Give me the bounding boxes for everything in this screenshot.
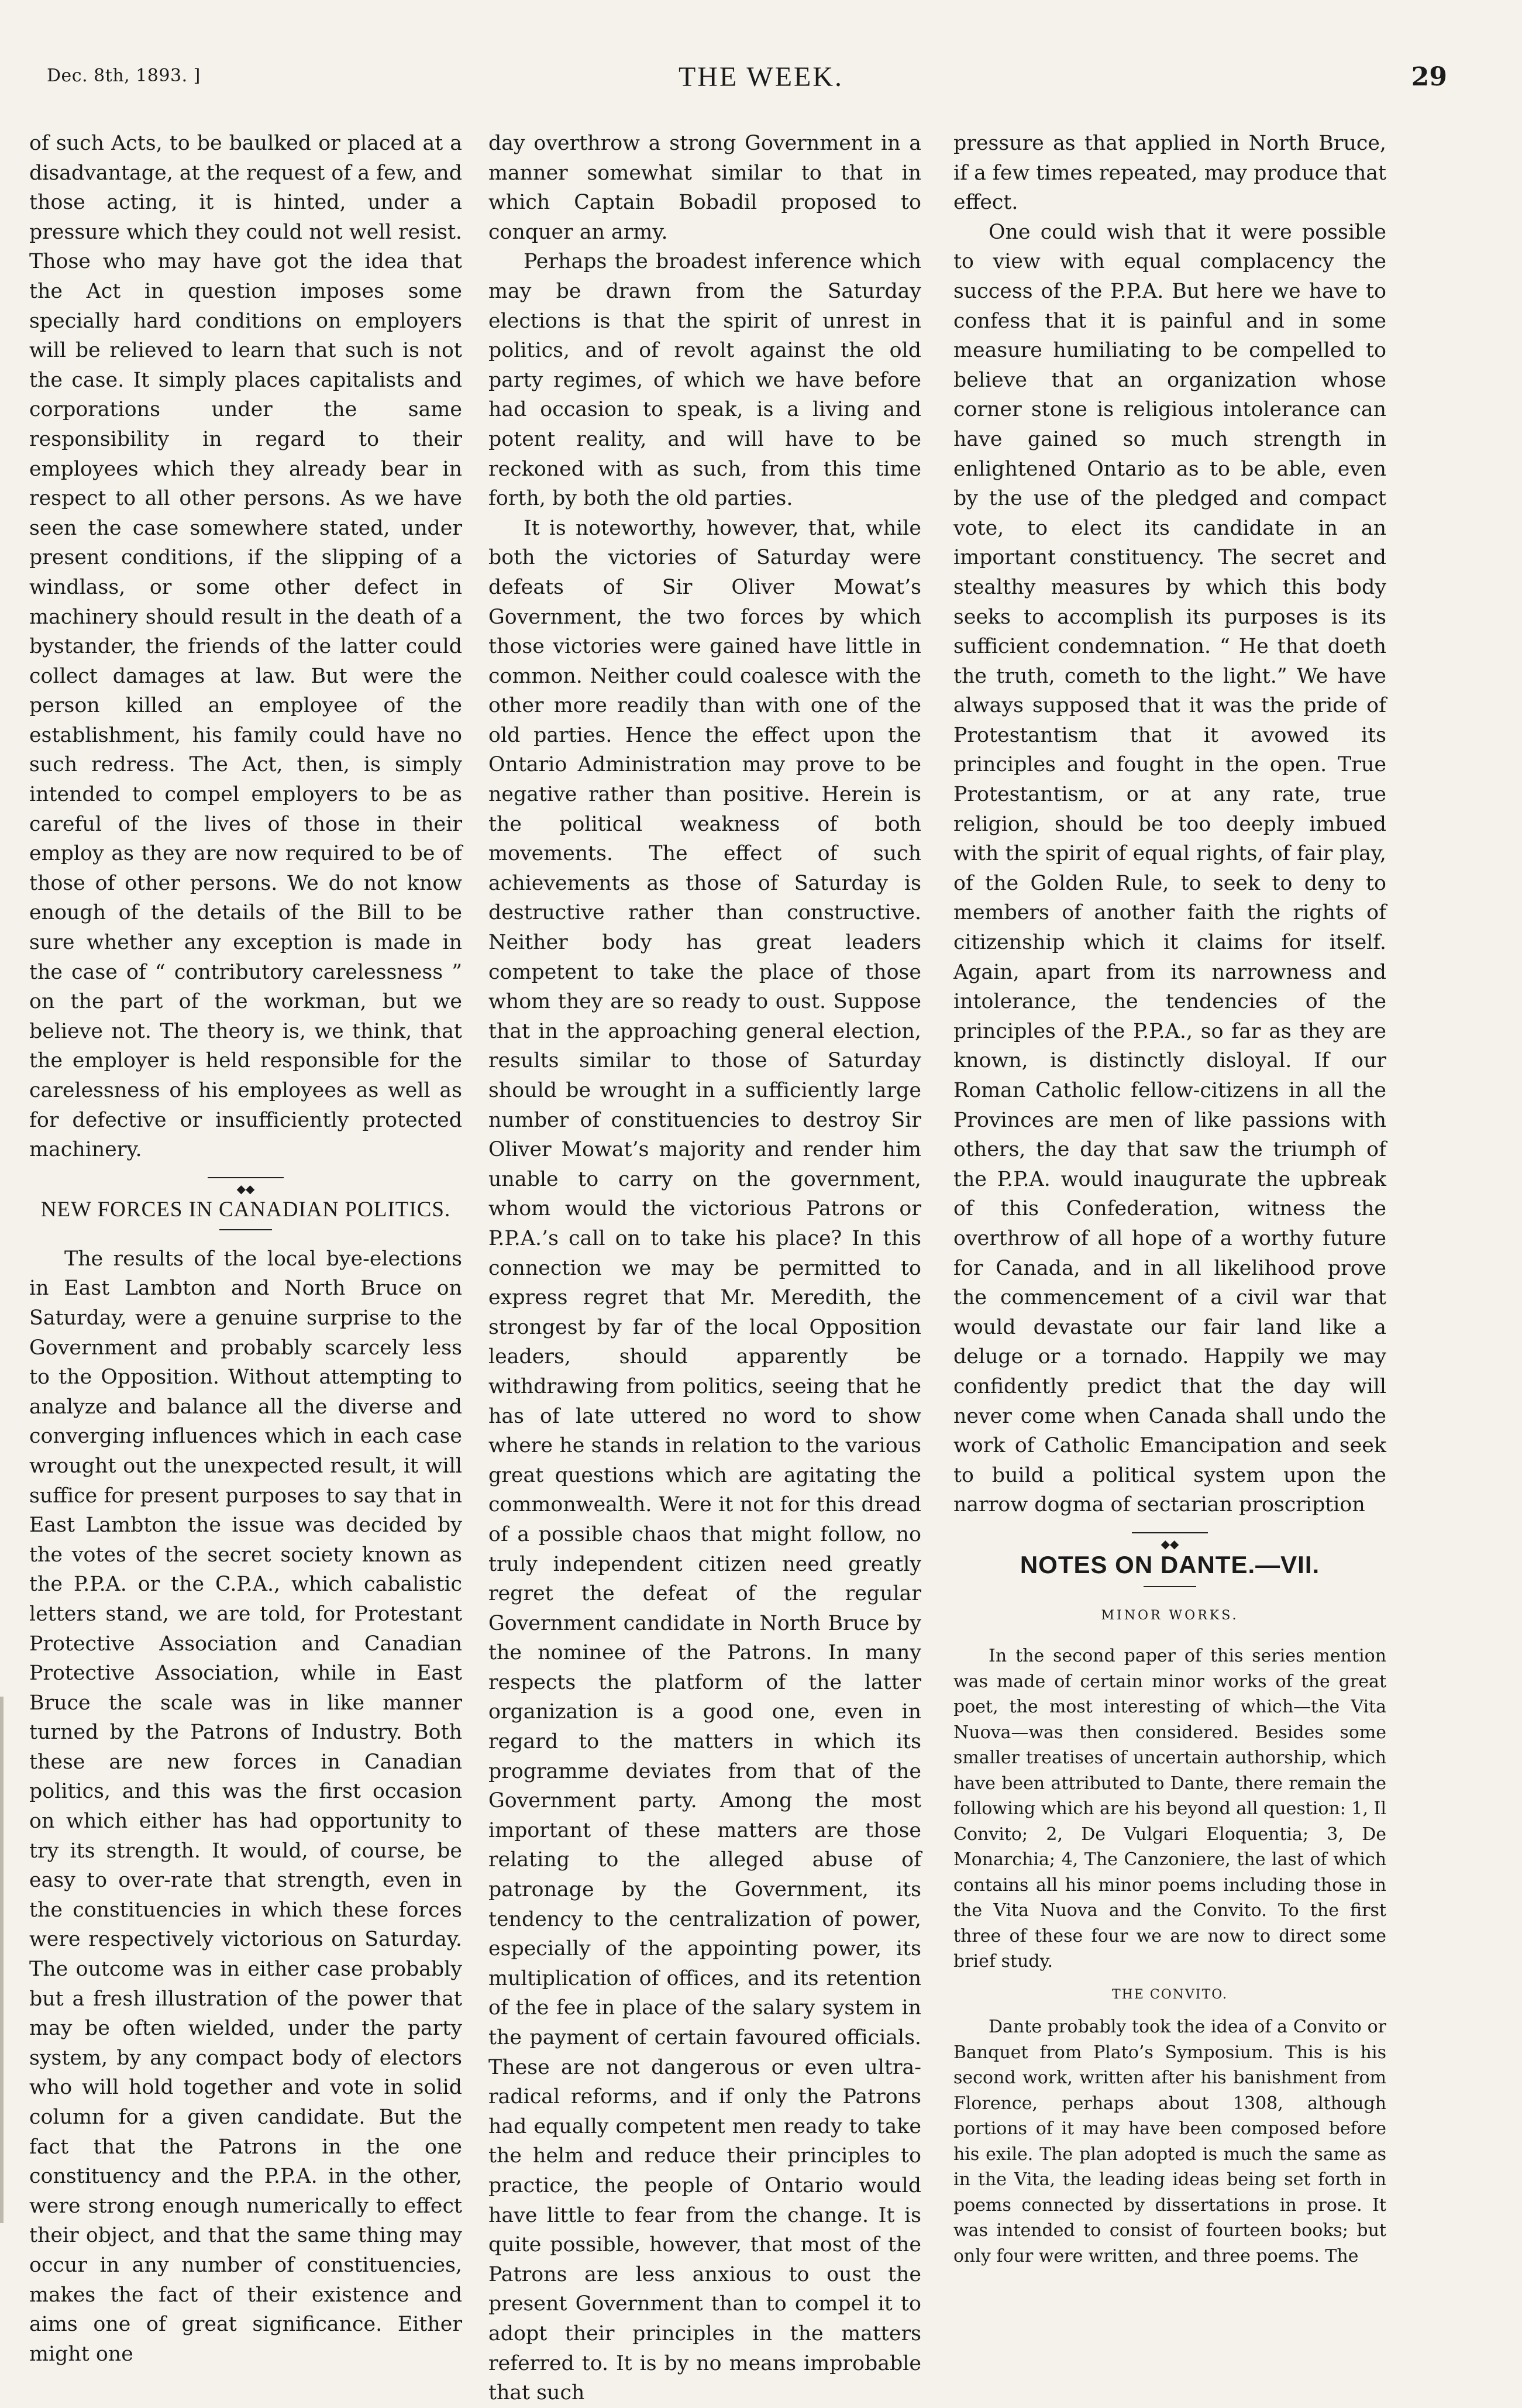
article-paragraph: pressure as that applied in North Bruce, if a few times repeated, may produce that effect. [953, 132, 1386, 215]
article-paragraph: of such Acts, to be baulked or placed at a disadvantage, at the request of a few, and those acting, it is hinted, under a pressure which they could not well resist. Those who may have got the idea that the Act in question imposes some specially hard conditions on employers will be relieved to learn that such is not the case. It simply places capitalists and corporations under the same responsibility in regard to their employees which they already bear in respect to all other persons. As we have seen the case somewhere stated, under present conditions, if the slipping of a windlass, or some other defect in machinery should result in the death of a bystander, the friends of the latter could collect damages at law. But were the person killed an employee of the establishment, his family could have no such redress. The Act, then, is simply intended to compel employers to be as careful of the lives of those in their employ as they are now required to be of those of other persons. We do not know enough of the details of the Bill to be sure whether any exception is made in the case of “ contributory carelessness ” on the part of the workman, but we believe not. The theory is, we think, that the employer is held responsible for the carelessness of his employees as well as for defective or insufficiently protected machinery. [29, 132, 462, 1162]
masthead-title: THE WEEK. [678, 61, 844, 92]
article-paragraph: In the second paper of this series mention was made of certain minor works of the great poet, the most interesting of which—the Vita Nuova—was then considered. Besides some smaller treatises of uncertain authorship, which have been attributed to Dante, there remain the following which are his beyond all question: 1, Il Convito; 2, De Vulgari Eloquentia; 3, De Monarchia; 4, The Canzoniere, the last of which contains all his minor poems including those in the Vita Nuova and the Convito. To the first three of these four we are now to direct some brief study. [953, 1646, 1386, 1972]
ornament-icon: ◆◆ [1159, 1537, 1182, 1551]
ornament-icon: ◆◆ [235, 1182, 257, 1196]
section-divider [29, 1172, 462, 1196]
heading-rule [1144, 1586, 1196, 1587]
heading-rule [219, 1229, 272, 1230]
section-title: THE CONVITO. [1111, 1987, 1228, 2002]
section-divider [953, 1527, 1386, 1551]
article-paragraph: The results of the local bye-elections in East Lambton and North Bruce on Saturday, were a genuine surprise to the Government and probably scarcely less to the Opposition. Without attempting to analyze and balance all the diverse and converging influences which in each case wrought out the unexpected result, it will suffice for present purposes to say that in East Lambton the issue was decided by the votes of the secret society known as the P.P.A. or the C.P.A., which cabalistic letters stand, we are told, for Protestant Protective Association and Canadian Protective Association, while in East Bruce the scale was in like manner turned by the Patrons of Industry. Both these are new forces in Canadian politics, and this was the first occasion on which either has had opportunity to try its strength. It would, of course, be easy to over-rate that strength, even in the constituencies in which these forces were respectively victorious on Saturday. The outcome was in either case probably but a fresh illustration of the power that may be often wielded, under the party system, by any compact body of electors who will hold together and vote in solid column for a given candidate. But the fact that the Patrons in the one constituency and the P.P.A. in the other, were strong enough numerically to effect their object, and that the same thing may occur in any number of constituencies, makes the fact of their existence and aims one of great significance. Either might one [29, 1247, 462, 2366]
article-heading: NOTES ON DANTE.—VII. [1020, 1550, 1320, 1578]
page-number: 29 [1411, 62, 1447, 92]
column-right [953, 129, 1386, 2269]
article-paragraph: Dante probably took the idea of a Convito or Banquet from Plato’s Symposium. This is his second work, written after his banishment from Florence, perhaps about 1308, although portions of it may have been composed before his exile. The plan adopted is much the same as in the Vita, the leading ideas being set forth in poems connected by dissertations in prose. It was intended to consist of fourteen books; but only four were written, and three poems. The [953, 2017, 1386, 2266]
article-paragraph: It is noteworthy, however, that, while both the victories of Saturday were defeats of Sir Oliver Mowat’s Government, the two forces by which those victories were gained have little in common. Neither could coalesce with the other more readily than with one of the old parties. Hence the effect upon the Ontario Administration may prove to be negative rather than positive. Herein is the political weakness of both movements. The effect of such achievements as those of Saturday is destructive rather than constructive. Neither body has great leaders competent to take the place of those whom they are so ready to oust. Suppose that in the approaching general election, results similar to those of Saturday should be wrought in a sufficiently large number of constituencies to destroy Sir Oliver Mowat’s majority and render him unable to carry on the government, whom would the victorious Patrons or P.P.A.’s call on to take his place? In this connection we may be permitted to express regret that Mr. Meredith, the strongest by far of the local Opposition leaders, should apparently be withdrawing from politics, seeing that he has of late uttered no word to show where he stands in relation to the various great questions which are agitating the commonwealth. Were it not for this dread of a possible chaos that might follow, no truly independent citizen need greatly regret the defeat of the regular Government candidate in North Bruce by the nominee of the Patrons. In many respects the platform of the latter organization is a good one, even in regard to the matters in which its programme deviates from that of the Government party. Among the most important of these matters are those relating to the alleged abuse of patronage by the Government, its tendency to the centralization of power, especially of the appointing power, its multiplication of offices, and its retention of the fee in place of the salary system in the payment of certain favoured officials. These are not dangerous or even ultra-radical reforms, and if only the Patrons had equally competent men ready to take the helm and reduce their principles to practice, the people of Ontario would have little to fear from the change. It is quite possible, however, that most of the Patrons are less anxious to oust the present Government than to compel it to adopt their principles in the matters referred to. It is by no means improbable that such [488, 516, 921, 2405]
article-paragraph: day overthrow a strong Government in a manner somewhat similar to that in which Captain Bobadil proposed to conquer an army. [488, 132, 921, 244]
issue-date: Dec. 8th, 1893. ] [47, 66, 201, 86]
page-edge-shadow [0, 1697, 4, 2223]
column-middle [488, 129, 921, 2408]
column-left [29, 129, 462, 2369]
article-paragraph: Perhaps the broadest inference which may be drawn from the Saturday elections is that the spirit of unrest in politics, and of revolt against the old party regimes, of which we have before had occasion to speak, is a living and potent reality, and will have to be reckoned with as such, from this time forth, by both the old parties. [488, 250, 921, 511]
article-heading: NEW FORCES IN CANADIAN POLITICS. [40, 1197, 451, 1222]
article-paragraph: One could wish that it were possible to view with equal complacency the success of the P.P.A. But here we have to confess that it is painful and in some measure humiliating to be compelled to believe that an organization whose corner stone is religious intolerance can have gained so much strength in enlightened Ontario as to be able, even by the use of the pledged and compact vote, to elect its candidate in an important constituency. The secret and stealthy measures by which this body seeks to accomplish its purposes is its sufficient condemnation. “ He that doeth the truth, cometh to the light.” We have always supposed that it was the pride of Protestantism that it avowed its principles and fought in the open. True Protestantism, or at any rate, true religion, should be too deeply imbued with the spirit of equal rights, of fair play, of the Golden Rule, to seek to deny to members of another faith the rights of citizenship which it claims for itself. Again, apart from its narrowness and intolerance, the tendencies of the principles of the P.P.A., so far as they are known, is distinctly disloyal. If our Roman Catholic fellow-citizens in all the Provinces are men of like passions with others, the day that saw the triumph of the P.P.A. would inaugurate the upbreak of this Confederation, witness the overthrow of all hope of a worthy future for Canada, and in all likelihood prove the commencement of a civil war that would devastate our fair land like a deluge or a tornado. Happily we may confidently predict that the day will never come when Canada shall undo the work of Catholic Emancipation and seek to build a political system upon the narrow dogma of sectarian proscription [953, 220, 1386, 1517]
article-subheading: MINOR WORKS. [1101, 1608, 1239, 1623]
